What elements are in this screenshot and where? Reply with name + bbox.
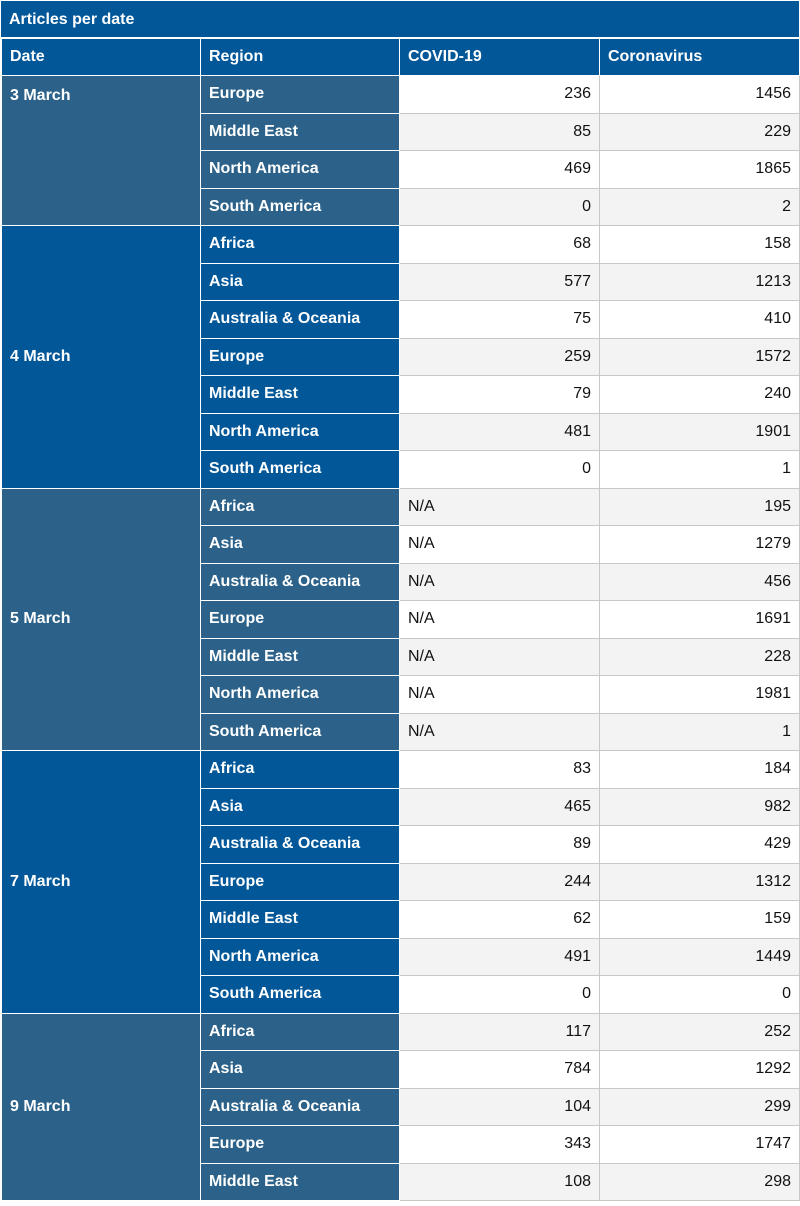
coronavirus-count-cell: 1572 [600, 338, 800, 376]
coronavirus-count-cell: 158 [600, 226, 800, 264]
covid19-count-cell: 244 [400, 863, 600, 901]
coronavirus-count-cell: 429 [600, 826, 800, 864]
covid19-count-cell: N/A [400, 488, 600, 526]
region-cell: Africa [201, 1013, 400, 1051]
coronavirus-count-cell: 1456 [600, 76, 800, 114]
date-cell: 7 March [2, 751, 201, 1014]
region-cell: Australia & Oceania [201, 563, 400, 601]
table-header [2, 39, 800, 76]
coronavirus-count-cell: 1292 [600, 1051, 800, 1089]
covid19-count-cell: 75 [400, 301, 600, 339]
header-region[interactable]: Region [201, 39, 400, 76]
region-cell: Africa [201, 488, 400, 526]
region-cell: Africa [201, 226, 400, 264]
header-covid19[interactable]: COVID-19 [400, 39, 600, 76]
covid19-count-cell: 104 [400, 1088, 600, 1126]
header-row [2, 39, 800, 76]
region-cell: Australia & Oceania [201, 826, 400, 864]
date-cell: 3 March [2, 76, 201, 226]
region-cell: Africa [201, 751, 400, 789]
covid19-count-cell: N/A [400, 713, 600, 751]
region-cell: Australia & Oceania [201, 1088, 400, 1126]
table-row [2, 76, 800, 114]
covid19-count-cell: 117 [400, 1013, 600, 1051]
table-row [2, 488, 800, 526]
covid19-count-cell: 784 [400, 1051, 600, 1089]
covid19-count-cell: 469 [400, 151, 600, 189]
region-cell: Europe [201, 338, 400, 376]
coronavirus-count-cell: 228 [600, 638, 800, 676]
covid19-count-cell: 62 [400, 901, 600, 939]
covid19-count-cell: N/A [400, 676, 600, 714]
region-cell: South America [201, 451, 400, 489]
covid19-count-cell: 79 [400, 376, 600, 414]
coronavirus-count-cell: 2 [600, 188, 800, 226]
region-cell: Asia [201, 1051, 400, 1089]
covid19-count-cell: 83 [400, 751, 600, 789]
coronavirus-count-cell: 1312 [600, 863, 800, 901]
region-cell: Middle East [201, 113, 400, 151]
region-cell: Middle East [201, 376, 400, 414]
coronavirus-count-cell: 1691 [600, 601, 800, 639]
region-cell: Europe [201, 601, 400, 639]
header-coronavirus[interactable]: Coronavirus [600, 39, 800, 76]
coronavirus-count-cell: 1981 [600, 676, 800, 714]
coronavirus-count-cell: 184 [600, 751, 800, 789]
header-date[interactable]: Date [2, 39, 201, 76]
covid19-count-cell: 68 [400, 226, 600, 264]
coronavirus-count-cell: 1901 [600, 413, 800, 451]
region-cell: South America [201, 188, 400, 226]
covid19-count-cell: 0 [400, 451, 600, 489]
coronavirus-count-cell: 982 [600, 788, 800, 826]
covid19-count-cell: 481 [400, 413, 600, 451]
coronavirus-count-cell: 0 [600, 976, 800, 1014]
region-cell: North America [201, 151, 400, 189]
table-row [2, 751, 800, 789]
region-cell: South America [201, 713, 400, 751]
covid19-count-cell: 577 [400, 263, 600, 301]
covid19-count-cell: 491 [400, 938, 600, 976]
covid19-count-cell: 85 [400, 113, 600, 151]
coronavirus-count-cell: 1747 [600, 1126, 800, 1164]
coronavirus-count-cell: 1865 [600, 151, 800, 189]
region-cell: Asia [201, 263, 400, 301]
covid19-count-cell: 89 [400, 826, 600, 864]
articles-table-container [1, 1, 799, 1201]
covid19-count-cell: 236 [400, 76, 600, 114]
date-cell: 5 March [2, 488, 201, 751]
region-cell: Asia [201, 526, 400, 564]
covid19-count-cell: 108 [400, 1163, 600, 1201]
region-cell: Asia [201, 788, 400, 826]
coronavirus-count-cell: 1279 [600, 526, 800, 564]
region-cell: Middle East [201, 638, 400, 676]
date-cell: 9 March [2, 1013, 201, 1201]
table-caption: Articles per date [1, 1, 799, 38]
region-cell: Europe [201, 863, 400, 901]
region-cell: Australia & Oceania [201, 301, 400, 339]
region-cell: North America [201, 676, 400, 714]
coronavirus-count-cell: 1449 [600, 938, 800, 976]
covid19-count-cell: 0 [400, 976, 600, 1014]
region-cell: Europe [201, 1126, 400, 1164]
coronavirus-count-cell: 195 [600, 488, 800, 526]
covid19-count-cell: 343 [400, 1126, 600, 1164]
coronavirus-count-cell: 1 [600, 713, 800, 751]
articles-table [1, 38, 800, 1201]
table-row [2, 226, 800, 264]
coronavirus-count-cell: 159 [600, 901, 800, 939]
coronavirus-count-cell: 298 [600, 1163, 800, 1201]
coronavirus-count-cell: 456 [600, 563, 800, 601]
coronavirus-count-cell: 410 [600, 301, 800, 339]
date-cell: 4 March [2, 226, 201, 489]
covid19-count-cell: N/A [400, 638, 600, 676]
covid19-count-cell: 259 [400, 338, 600, 376]
coronavirus-count-cell: 1213 [600, 263, 800, 301]
coronavirus-count-cell: 1 [600, 451, 800, 489]
covid19-count-cell: N/A [400, 563, 600, 601]
region-cell: Middle East [201, 901, 400, 939]
table-row [2, 1013, 800, 1051]
coronavirus-count-cell: 240 [600, 376, 800, 414]
coronavirus-count-cell: 252 [600, 1013, 800, 1051]
covid19-count-cell: 0 [400, 188, 600, 226]
covid19-count-cell: N/A [400, 601, 600, 639]
region-cell: Europe [201, 76, 400, 114]
region-cell: North America [201, 938, 400, 976]
table-body [2, 76, 800, 1201]
coronavirus-count-cell: 299 [600, 1088, 800, 1126]
covid19-count-cell: 465 [400, 788, 600, 826]
region-cell: Middle East [201, 1163, 400, 1201]
region-cell: North America [201, 413, 400, 451]
covid19-count-cell: N/A [400, 526, 600, 564]
region-cell: South America [201, 976, 400, 1014]
coronavirus-count-cell: 229 [600, 113, 800, 151]
